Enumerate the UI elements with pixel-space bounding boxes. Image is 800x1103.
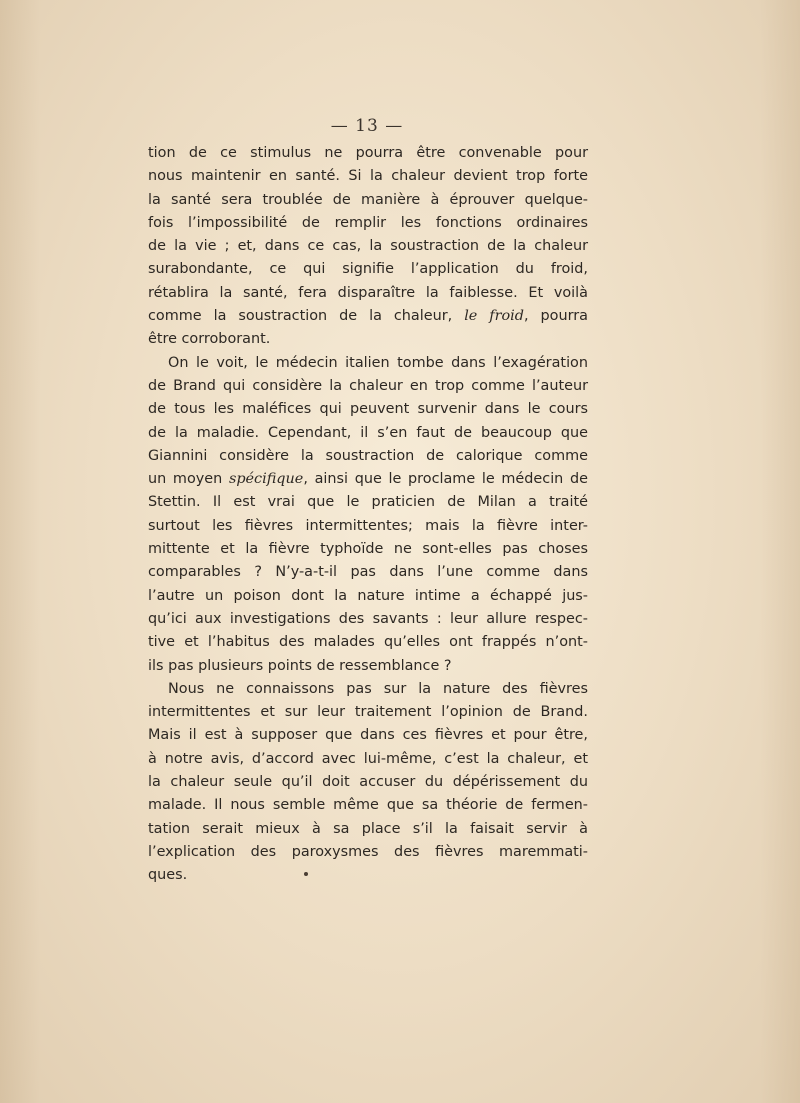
text-line bbox=[148, 794, 588, 817]
text-segment: mittente et la fièvre typhoïde ne sont-elles pas choses bbox=[148, 541, 588, 558]
text-line bbox=[148, 212, 588, 235]
text-segment: qu’ici aux investigations des savants : leur allure respec- bbox=[148, 610, 588, 627]
text-line bbox=[148, 841, 588, 864]
text-line bbox=[148, 282, 588, 305]
text-line bbox=[148, 818, 588, 841]
text-line bbox=[148, 864, 588, 887]
text-segment: On le voit, le médecin italien tombe dans l’exagération bbox=[168, 354, 588, 371]
text-segment: être corroborant. bbox=[148, 331, 271, 348]
text-line bbox=[148, 748, 588, 771]
text-segment: un moyen bbox=[148, 471, 229, 488]
text-line bbox=[148, 724, 588, 747]
text-line bbox=[148, 305, 588, 328]
text-segment: ils pas plusieurs points de ressemblance ? bbox=[148, 657, 452, 674]
text-segment: de la vie ; et, dans ce cas, la soustraction de la chaleur bbox=[148, 238, 588, 255]
text-segment: ques. bbox=[148, 867, 188, 884]
paragraph bbox=[148, 352, 588, 678]
text-line bbox=[148, 422, 588, 445]
text-segment: la santé sera troublée de manière à éprouver quelque- bbox=[148, 191, 588, 208]
text-segment: Stettin. Il est vrai que le praticien de Milan a traité bbox=[148, 494, 588, 511]
text-segment: Mais il est à supposer que dans ces fièvres et pour être, bbox=[148, 727, 588, 744]
italic-text: le froid bbox=[464, 308, 524, 325]
text-segment: surtout les fièvres intermittentes; mais la fièvre inter- bbox=[148, 517, 588, 534]
text-segment: intermittentes et sur leur traitement l’opinion de Brand. bbox=[148, 704, 588, 721]
text-line bbox=[148, 608, 588, 631]
text-line bbox=[148, 491, 588, 514]
text-line bbox=[148, 258, 588, 281]
text-segment: de tous les maléfices qui peuvent survenir dans le cours bbox=[148, 401, 588, 418]
text-line bbox=[148, 468, 588, 491]
text-segment: nous maintenir en santé. Si la chaleur devient trop forte bbox=[148, 168, 588, 185]
text-line bbox=[148, 235, 588, 258]
text-line bbox=[148, 165, 588, 188]
text-line bbox=[148, 561, 588, 584]
text-line bbox=[148, 631, 588, 654]
body-text bbox=[148, 142, 588, 888]
text-segment: malade. Il nous semble même que sa théorie de fermen- bbox=[148, 797, 588, 814]
text-line bbox=[148, 352, 588, 375]
text-line bbox=[148, 585, 588, 608]
text-line bbox=[148, 655, 588, 678]
text-line bbox=[148, 445, 588, 468]
text-line bbox=[148, 678, 588, 701]
text-line bbox=[148, 398, 588, 421]
text-segment: de la maladie. Cependant, il s’en faut de beaucoup que bbox=[148, 424, 588, 441]
text-segment: tive et l’habitus des malades qu’elles ont frappés n’ont- bbox=[148, 634, 588, 651]
text-line bbox=[148, 375, 588, 398]
text-line bbox=[148, 189, 588, 212]
ink-speck bbox=[304, 872, 308, 876]
text-segment: rétablira la santé, fera disparaître la faiblesse. Et voilà bbox=[148, 284, 588, 301]
text-line bbox=[148, 538, 588, 561]
text-line bbox=[148, 701, 588, 724]
text-line bbox=[148, 142, 588, 165]
text-segment: , ainsi que le proclame le médecin de bbox=[303, 471, 588, 488]
text-segment: tation serait mieux à sa place s’il la faisait servir à bbox=[148, 820, 588, 837]
text-segment: , pourra bbox=[523, 308, 588, 325]
paragraph bbox=[148, 142, 588, 352]
text-line bbox=[148, 771, 588, 794]
text-segment: fois l’impossibilité de remplir les fonctions ordinaires bbox=[148, 214, 588, 231]
text-segment: à notre avis, d’accord avec lui-même, c’est la chaleur, et bbox=[148, 750, 588, 767]
text-segment: la chaleur seule qu’il doit accuser du dépérissement du bbox=[148, 774, 588, 791]
text-segment: l’explication des paroxysmes des fièvres maremmati- bbox=[148, 843, 588, 860]
italic-text: spécifique bbox=[228, 471, 304, 488]
text-segment: surabondante, ce qui signifie l’application du froid, bbox=[148, 261, 588, 278]
text-segment: de Brand qui considère la chaleur en trop comme l’auteur bbox=[148, 377, 588, 394]
page-number: — 13 — bbox=[330, 116, 404, 136]
text-segment: l’autre un poison dont la nature intime a échappé jus- bbox=[148, 587, 588, 604]
text-segment: comme la soustraction de la chaleur, bbox=[148, 308, 465, 325]
text-segment: Nous ne connaissons pas sur la nature des fièvres bbox=[168, 680, 588, 697]
text-segment: Giannini considère la soustraction de calorique comme bbox=[148, 447, 588, 464]
text-line bbox=[148, 515, 588, 538]
text-line bbox=[148, 328, 588, 351]
text-segment: tion de ce stimulus ne pourra être convenable pour bbox=[148, 145, 588, 161]
paragraph bbox=[148, 678, 588, 888]
text-segment: comparables ? N’y-a-t-il pas dans l’une comme dans bbox=[148, 564, 588, 581]
